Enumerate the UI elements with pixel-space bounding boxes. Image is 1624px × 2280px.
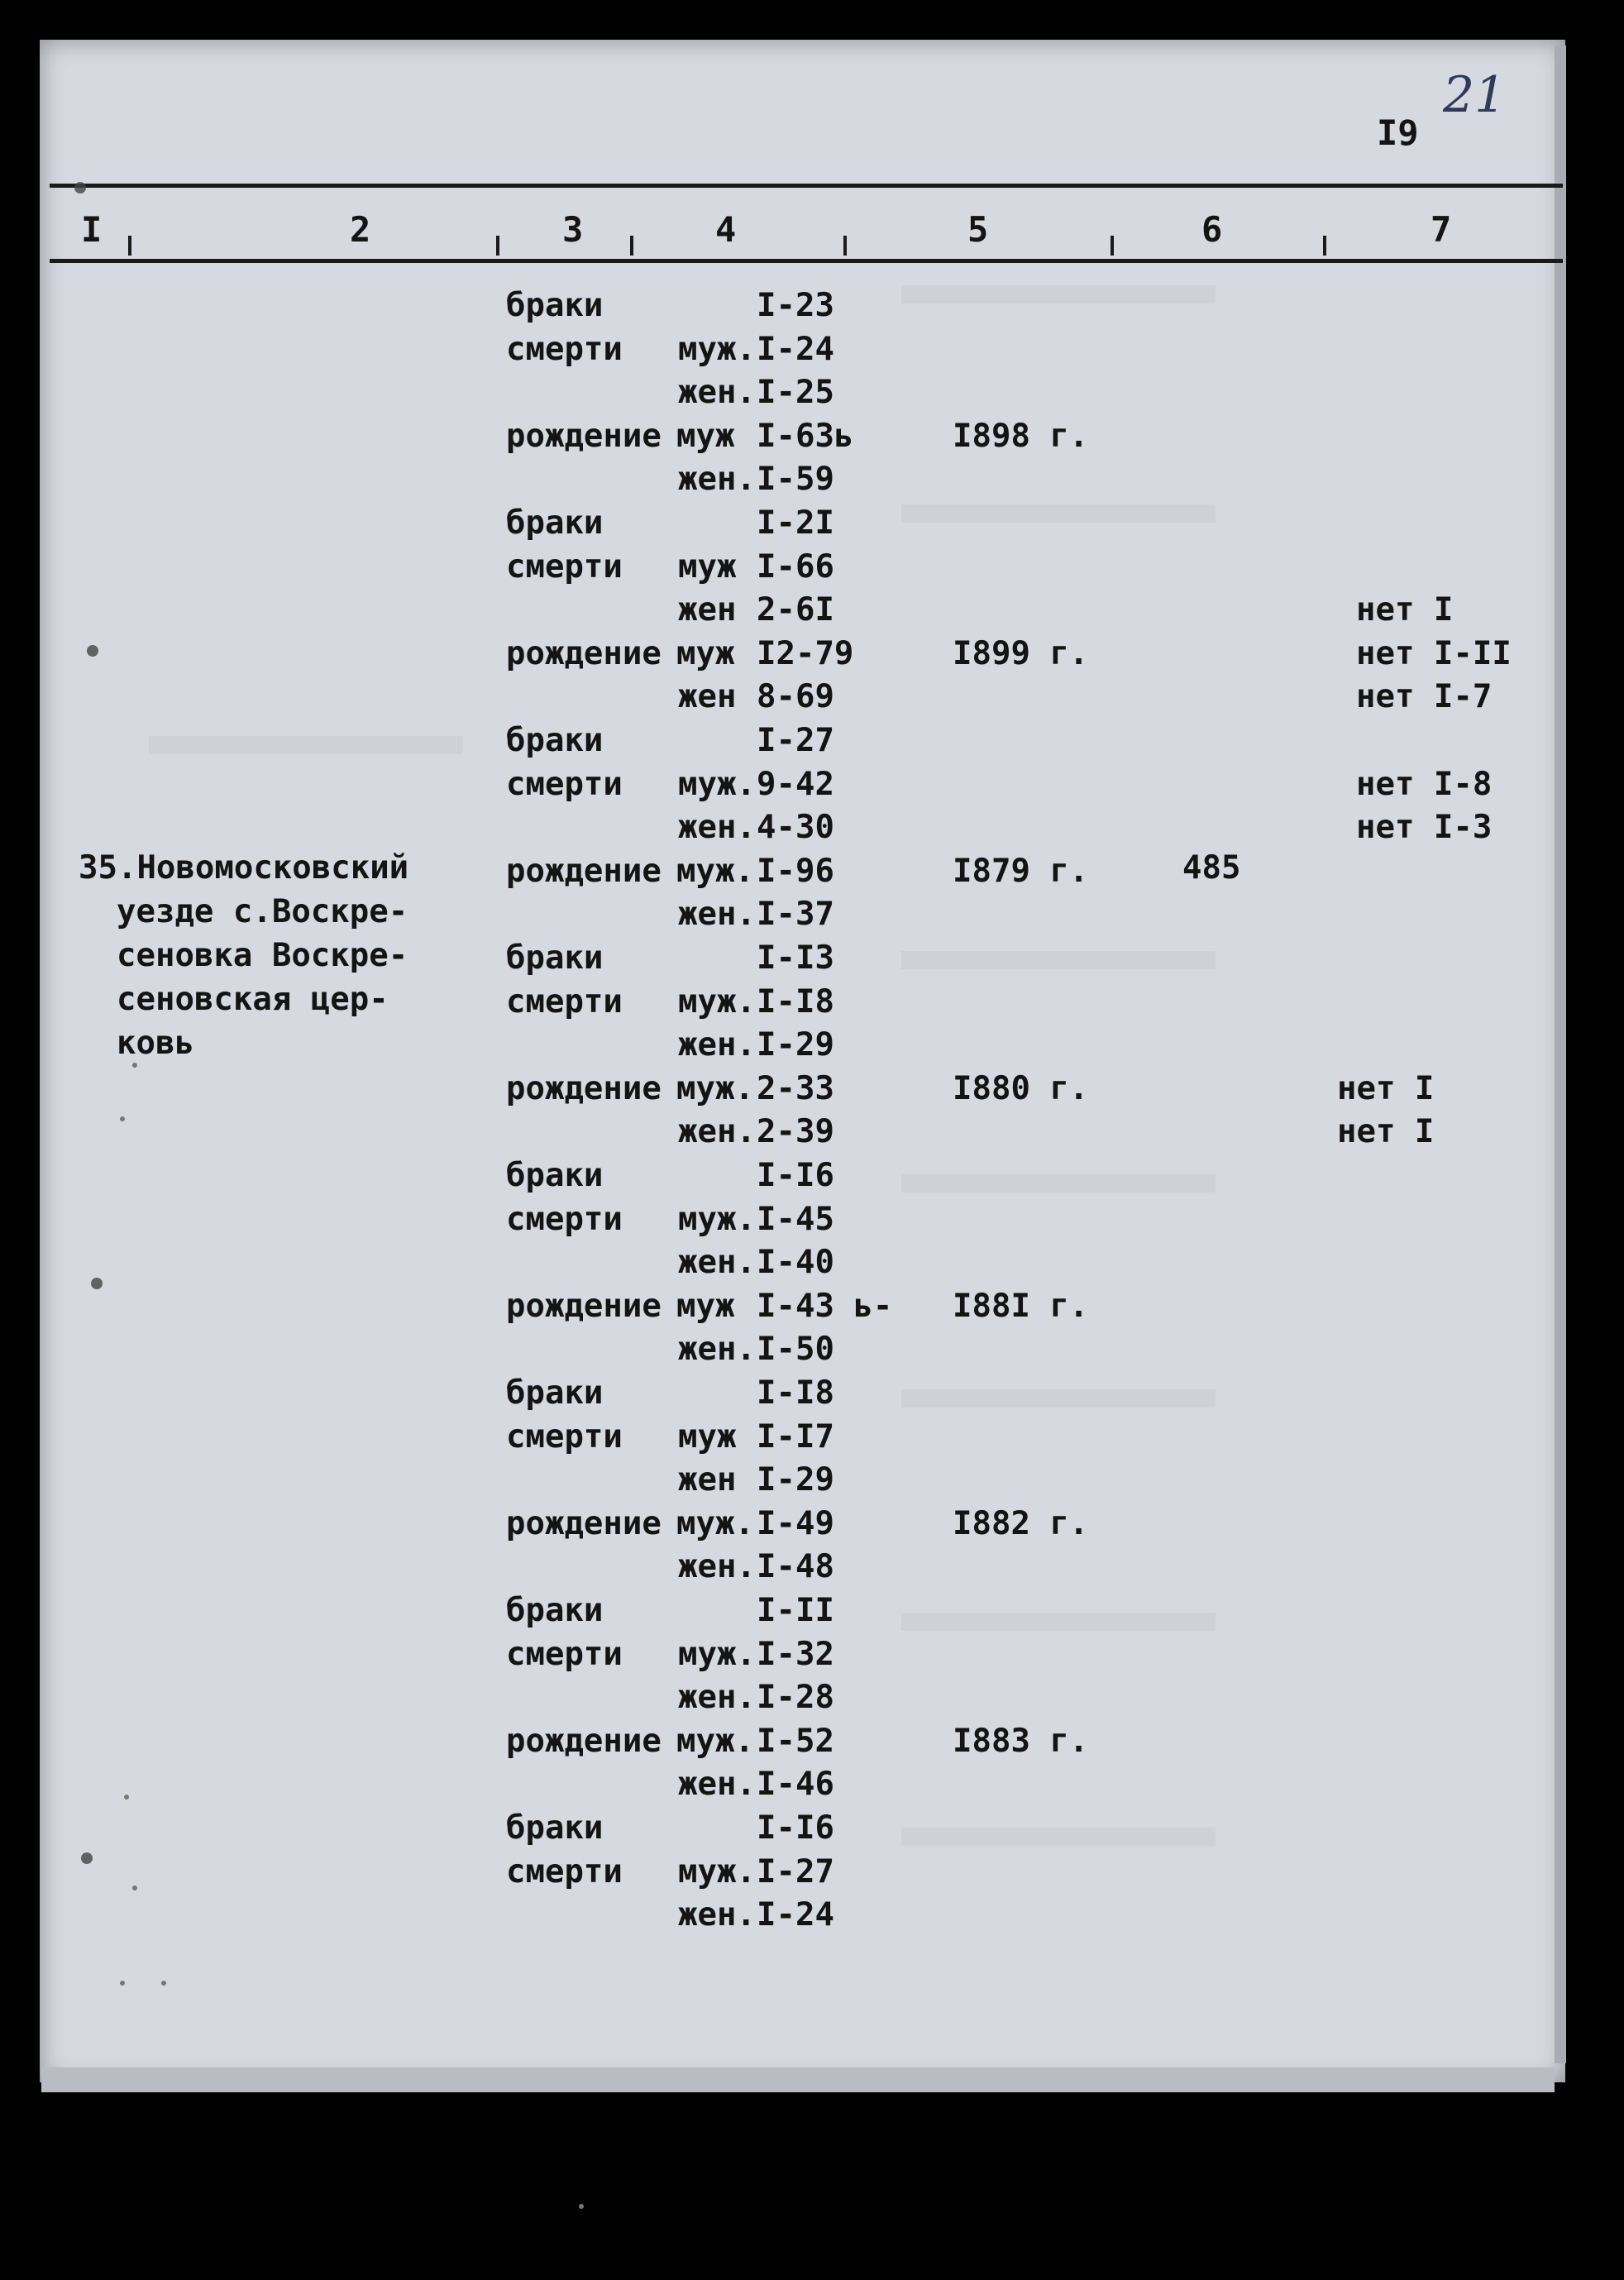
column-header-4: 4 bbox=[715, 209, 737, 250]
record-range: 2-33 bbox=[757, 1070, 834, 1107]
record-type: браки bbox=[506, 1374, 604, 1412]
record-range: I-50 bbox=[757, 1331, 834, 1368]
scan-speck bbox=[120, 1116, 125, 1121]
header-rule-top bbox=[50, 184, 1563, 188]
record-range: I-II bbox=[757, 1592, 834, 1629]
record-range: I-52 bbox=[757, 1723, 834, 1760]
record-range: I-48 bbox=[757, 1548, 834, 1585]
record-year: I88I г. bbox=[953, 1288, 1089, 1325]
record-year: I882 г. bbox=[953, 1505, 1089, 1542]
record-year: I898 г. bbox=[953, 418, 1089, 455]
record-range: I-66 bbox=[757, 548, 834, 586]
record-sex: жен. bbox=[678, 461, 756, 498]
record-type: браки bbox=[506, 1592, 604, 1629]
record-note: нет I-3 bbox=[1356, 809, 1493, 846]
scan-speck bbox=[124, 1795, 129, 1800]
record-sex: жен. bbox=[678, 1679, 756, 1716]
record-type: смерти bbox=[506, 983, 623, 1021]
record-range: I-I6 bbox=[757, 1157, 834, 1194]
record-sex: жен. bbox=[678, 1766, 756, 1803]
record-type: рождение bbox=[506, 1070, 662, 1107]
column-header-6: 6 bbox=[1201, 209, 1223, 250]
column-divider bbox=[1323, 236, 1326, 256]
record-sex: муж bbox=[676, 1288, 735, 1325]
handwritten-number: 21 bbox=[1443, 66, 1507, 124]
record-type: смерти bbox=[506, 1636, 623, 1673]
record-range: 8-69 bbox=[757, 678, 834, 715]
header-rule-bottom bbox=[50, 259, 1563, 263]
column-divider bbox=[843, 236, 847, 256]
record-range: I-24 bbox=[757, 331, 834, 368]
scan-speck bbox=[120, 1981, 125, 1986]
column-header-2: 2 bbox=[350, 209, 371, 250]
record-sex: жен. bbox=[678, 1113, 756, 1150]
record-sex: муж. bbox=[678, 1853, 756, 1890]
record-type: браки bbox=[506, 1157, 604, 1194]
record-sex: жен. bbox=[678, 374, 756, 411]
record-type: смерти bbox=[506, 548, 623, 586]
record-sex: муж bbox=[678, 548, 737, 586]
record-range: I-43 ь- bbox=[757, 1288, 893, 1325]
column-header-5: 5 bbox=[967, 209, 989, 250]
record-type: рождение bbox=[506, 1723, 662, 1760]
record-sex: муж. bbox=[676, 1723, 754, 1760]
record-year: I883 г. bbox=[953, 1723, 1089, 1760]
record-sex: жен bbox=[678, 678, 737, 715]
record-sex: жен bbox=[678, 1461, 737, 1498]
column-header-7: 7 bbox=[1431, 209, 1452, 250]
parish-line: сеновка Воскре- bbox=[117, 937, 408, 974]
record-range: I-29 bbox=[757, 1026, 834, 1064]
record-note: нет I-7 bbox=[1356, 678, 1493, 715]
record-range: I-I3 bbox=[757, 939, 834, 977]
record-range: I-28 bbox=[757, 1679, 834, 1716]
record-sex: жен. bbox=[678, 896, 756, 933]
record-year: I899 г. bbox=[953, 635, 1089, 672]
record-range: I-63ь bbox=[757, 418, 854, 455]
record-type: браки bbox=[506, 939, 604, 977]
record-type: смерти bbox=[506, 766, 623, 803]
column-divider bbox=[496, 236, 499, 256]
record-type: рождение bbox=[506, 635, 662, 672]
record-type: смерти bbox=[506, 331, 623, 368]
record-type: рождение bbox=[506, 1505, 662, 1542]
column-divider bbox=[1111, 236, 1114, 256]
record-type: браки bbox=[506, 504, 604, 542]
record-range: I-59 bbox=[757, 461, 834, 498]
record-sex: муж. bbox=[678, 331, 756, 368]
record-sex: муж bbox=[676, 635, 735, 672]
column-divider bbox=[128, 236, 131, 256]
record-note: нет I-8 bbox=[1356, 766, 1493, 803]
record-range: I-I6 bbox=[757, 1809, 834, 1847]
record-range: I-40 bbox=[757, 1244, 834, 1281]
record-note: нет I bbox=[1337, 1113, 1435, 1150]
record-range: I-23 bbox=[757, 287, 834, 324]
record-range: I-I8 bbox=[757, 983, 834, 1021]
record-range: I-2I bbox=[757, 504, 834, 542]
record-range: I2-79 bbox=[757, 635, 854, 672]
record-sex: жен. bbox=[678, 1331, 756, 1368]
column-divider bbox=[630, 236, 633, 256]
record-sex: жен. bbox=[678, 1548, 756, 1585]
record-range: I-32 bbox=[757, 1636, 834, 1673]
record-range: I-27 bbox=[757, 722, 834, 759]
scan-speck bbox=[161, 1981, 166, 1986]
record-range: I-49 bbox=[757, 1505, 834, 1542]
record-sex: жен bbox=[678, 591, 737, 629]
record-type: смерти bbox=[506, 1201, 623, 1238]
parish-number: 485 bbox=[1182, 849, 1241, 887]
record-type: рождение bbox=[506, 1288, 662, 1325]
scan-speck bbox=[579, 2204, 584, 2209]
record-sex: муж bbox=[678, 1418, 737, 1455]
scan-mark bbox=[91, 1278, 103, 1289]
page-number: I9 bbox=[1377, 112, 1419, 153]
record-range: I-24 bbox=[757, 1896, 834, 1933]
scan-mark bbox=[74, 182, 86, 194]
record-range: I-29 bbox=[757, 1461, 834, 1498]
column-header-1: I bbox=[81, 209, 103, 250]
parish-line: ковь bbox=[117, 1025, 194, 1062]
record-sex: муж. bbox=[676, 853, 754, 890]
record-range: I-I8 bbox=[757, 1374, 834, 1412]
parish-line: уезде с.Воскре- bbox=[117, 893, 408, 930]
record-note: нет I bbox=[1337, 1070, 1435, 1107]
record-range: 2-39 bbox=[757, 1113, 834, 1150]
record-range: 9-42 bbox=[757, 766, 834, 803]
record-type: рождение bbox=[506, 853, 662, 890]
record-sex: жен. bbox=[678, 1026, 756, 1064]
record-sex: муж. bbox=[676, 1070, 754, 1107]
record-range: I-I7 bbox=[757, 1418, 834, 1455]
scan-speck bbox=[132, 1063, 137, 1068]
record-sex: муж. bbox=[678, 766, 756, 803]
record-range: I-46 bbox=[757, 1766, 834, 1803]
parish-line: сеновская цер- bbox=[117, 981, 389, 1018]
record-sex: жен. bbox=[678, 1896, 756, 1933]
scan-mark bbox=[81, 1852, 93, 1864]
record-sex: муж bbox=[676, 418, 735, 455]
record-note: нет I bbox=[1356, 591, 1454, 629]
page-bottom-edge bbox=[41, 2067, 1555, 2092]
record-sex: жен. bbox=[678, 809, 756, 846]
column-header-3: 3 bbox=[562, 209, 584, 250]
record-range: 2-6I bbox=[757, 591, 834, 629]
page-edge bbox=[1555, 45, 1566, 2063]
record-note: нет I-II bbox=[1356, 635, 1512, 672]
record-type: смерти bbox=[506, 1853, 623, 1890]
scan-mark bbox=[87, 645, 98, 657]
record-type: смерти bbox=[506, 1418, 623, 1455]
record-type: браки bbox=[506, 287, 604, 324]
record-range: I-45 bbox=[757, 1201, 834, 1238]
record-sex: муж. bbox=[676, 1505, 754, 1542]
scan-speck bbox=[132, 1886, 137, 1890]
record-range: I-25 bbox=[757, 374, 834, 411]
record-year: I880 г. bbox=[953, 1070, 1089, 1107]
record-year: I879 г. bbox=[953, 853, 1089, 890]
record-range: I-27 bbox=[757, 1853, 834, 1890]
record-sex: жен. bbox=[678, 1244, 756, 1281]
record-range: 4-30 bbox=[757, 809, 834, 846]
record-sex: муж. bbox=[678, 1201, 756, 1238]
record-sex: муж. bbox=[678, 983, 756, 1021]
record-type: браки bbox=[506, 1809, 604, 1847]
record-type: рождение bbox=[506, 418, 662, 455]
record-range: I-96 bbox=[757, 853, 834, 890]
record-range: I-37 bbox=[757, 896, 834, 933]
record-type: браки bbox=[506, 722, 604, 759]
parish-line: 35.Новомосковский bbox=[79, 849, 409, 887]
record-sex: муж. bbox=[678, 1636, 756, 1673]
